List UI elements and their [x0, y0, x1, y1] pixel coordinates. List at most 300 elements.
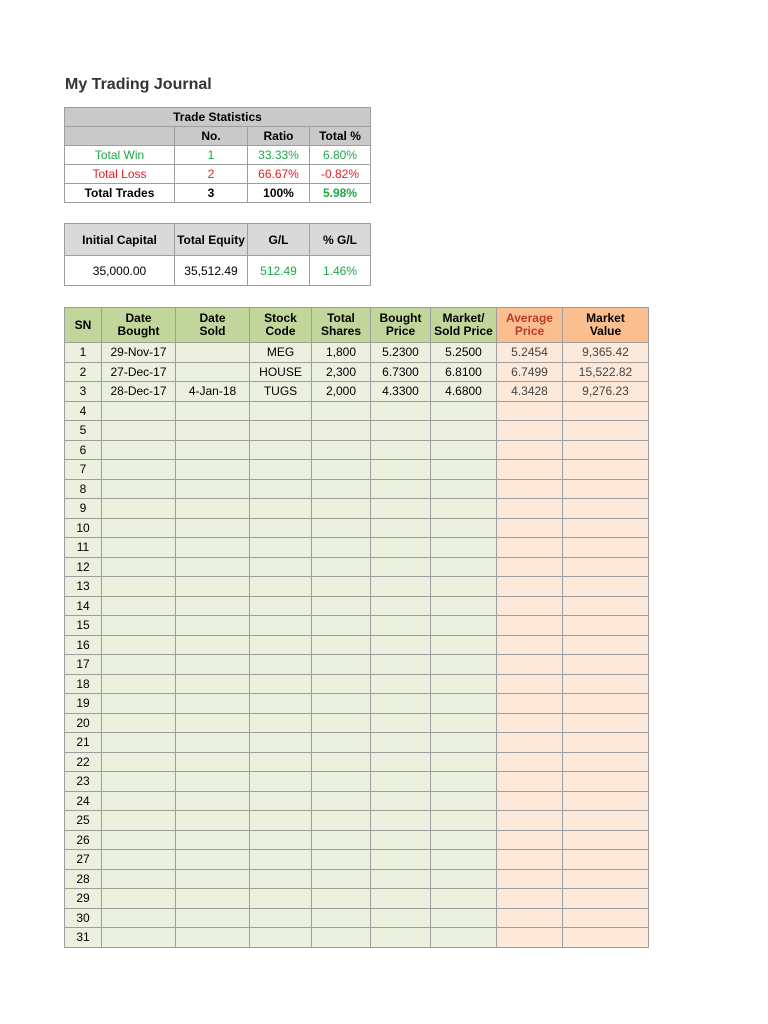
- average-price-cell[interactable]: [497, 889, 563, 909]
- bought-price-cell[interactable]: [371, 421, 431, 441]
- date-bought-cell[interactable]: 29-Nov-17: [102, 343, 176, 363]
- stock-code-cell[interactable]: [250, 772, 312, 792]
- date-bought-cell[interactable]: [102, 616, 176, 636]
- total-shares-cell[interactable]: [312, 499, 371, 519]
- market-sold-price-cell[interactable]: [431, 538, 497, 558]
- market-value-cell[interactable]: [563, 713, 649, 733]
- market-value-cell[interactable]: [563, 889, 649, 909]
- date-sold-cell[interactable]: [176, 479, 250, 499]
- date-sold-cell[interactable]: [176, 538, 250, 558]
- total-shares-cell[interactable]: 2,300: [312, 362, 371, 382]
- date-bought-cell[interactable]: [102, 538, 176, 558]
- bought-price-cell[interactable]: 5.2300: [371, 343, 431, 363]
- bought-price-cell[interactable]: [371, 460, 431, 480]
- market-value-cell[interactable]: [563, 421, 649, 441]
- total-shares-cell[interactable]: [312, 518, 371, 538]
- average-price-cell[interactable]: [497, 518, 563, 538]
- table-row: [65, 674, 649, 694]
- date-sold-cell[interactable]: [176, 655, 250, 675]
- stock-code-cell[interactable]: [250, 713, 312, 733]
- market-value-cell[interactable]: [563, 928, 649, 948]
- total-shares-cell[interactable]: [312, 869, 371, 889]
- total-shares-cell[interactable]: [312, 694, 371, 714]
- stock-code-cell[interactable]: [250, 674, 312, 694]
- total-shares-cell[interactable]: [312, 421, 371, 441]
- stock-code-cell[interactable]: [250, 733, 312, 753]
- date-sold-cell[interactable]: [176, 811, 250, 831]
- date-sold-cell[interactable]: [176, 752, 250, 772]
- date-sold-cell[interactable]: [176, 518, 250, 538]
- date-sold-header-line: Sold: [199, 324, 226, 338]
- average-price-cell[interactable]: [497, 830, 563, 850]
- market-value-cell[interactable]: [563, 518, 649, 538]
- market-value-cell[interactable]: [563, 655, 649, 675]
- date-bought-cell[interactable]: [102, 577, 176, 597]
- sn-cell: 22: [65, 752, 102, 772]
- market-sold-price-cell[interactable]: [431, 694, 497, 714]
- date-bought-cell[interactable]: 27-Dec-17: [102, 362, 176, 382]
- date-bought-cell[interactable]: [102, 674, 176, 694]
- total-shares-cell[interactable]: 1,800: [312, 343, 371, 363]
- date-bought-cell[interactable]: [102, 635, 176, 655]
- journal-header-row: [65, 308, 649, 343]
- market-value-cell[interactable]: [563, 479, 649, 499]
- date-bought-cell[interactable]: [102, 772, 176, 792]
- market-value-cell[interactable]: [563, 674, 649, 694]
- stock-code-cell[interactable]: [250, 557, 312, 577]
- average-price-cell[interactable]: [497, 557, 563, 577]
- total-shares-cell[interactable]: [312, 401, 371, 421]
- total-shares-cell[interactable]: [312, 772, 371, 792]
- sn-cell: 6: [65, 440, 102, 460]
- stock-code-cell[interactable]: [250, 479, 312, 499]
- bought-price-cell[interactable]: [371, 791, 431, 811]
- average-price-cell[interactable]: [497, 928, 563, 948]
- market-sold-price-cell[interactable]: [431, 421, 497, 441]
- table-row: [65, 889, 649, 909]
- bought-price-cell[interactable]: [371, 499, 431, 519]
- stats-no[interactable]: 2: [175, 165, 248, 184]
- date-bought-cell[interactable]: [102, 440, 176, 460]
- market-sold-price-cell[interactable]: [431, 869, 497, 889]
- total-shares-cell[interactable]: [312, 674, 371, 694]
- market-value-cell[interactable]: [563, 869, 649, 889]
- date-sold-cell[interactable]: [176, 928, 250, 948]
- stock-code-cell[interactable]: [250, 460, 312, 480]
- total-shares-cell[interactable]: [312, 889, 371, 909]
- average-price-cell[interactable]: [497, 733, 563, 753]
- market-sold-price-cell[interactable]: [431, 830, 497, 850]
- market-value-cell[interactable]: [563, 557, 649, 577]
- stock-code-cell[interactable]: [250, 499, 312, 519]
- average-price-cell[interactable]: [497, 811, 563, 831]
- total-shares-cell[interactable]: [312, 713, 371, 733]
- market-value-cell[interactable]: [563, 499, 649, 519]
- bought-price-cell[interactable]: [371, 440, 431, 460]
- total-shares-cell[interactable]: [312, 733, 371, 753]
- date-bought-cell[interactable]: [102, 479, 176, 499]
- bought-price-cell[interactable]: [371, 635, 431, 655]
- date-sold-cell[interactable]: [176, 674, 250, 694]
- market-value-cell[interactable]: [563, 733, 649, 753]
- average-price-cell[interactable]: 4.3428: [497, 382, 563, 402]
- stock-code-cell[interactable]: [250, 577, 312, 597]
- bought-price-cell[interactable]: [371, 674, 431, 694]
- total-shares-cell[interactable]: [312, 440, 371, 460]
- bought-price-cell[interactable]: [371, 479, 431, 499]
- total-shares-cell[interactable]: 2,000: [312, 382, 371, 402]
- table-row: [65, 440, 649, 460]
- date-bought-cell[interactable]: [102, 869, 176, 889]
- stock-code-header-line: Stock: [264, 311, 297, 325]
- sn-cell: 19: [65, 694, 102, 714]
- market-value-cell[interactable]: [563, 577, 649, 597]
- total-shares-cell[interactable]: [312, 538, 371, 558]
- bought-price-cell[interactable]: [371, 928, 431, 948]
- market-sold-price-cell[interactable]: [431, 518, 497, 538]
- market-sold-price-cell[interactable]: [431, 889, 497, 909]
- bought-price-cell[interactable]: [371, 850, 431, 870]
- market-value-cell[interactable]: [563, 460, 649, 480]
- bought-price-cell[interactable]: 4.3300: [371, 382, 431, 402]
- bought-price-cell[interactable]: [371, 713, 431, 733]
- date-bought-cell[interactable]: [102, 713, 176, 733]
- bought-price-cell[interactable]: [371, 655, 431, 675]
- sn-header-line: SN: [74, 317, 92, 332]
- market-sold-price-cell[interactable]: [431, 713, 497, 733]
- stock-code-cell[interactable]: [250, 538, 312, 558]
- average-price-cell[interactable]: 5.2454: [497, 343, 563, 363]
- date-bought-cell[interactable]: [102, 401, 176, 421]
- market-sold-price-cell[interactable]: [431, 460, 497, 480]
- market-value-cell[interactable]: [563, 850, 649, 870]
- stock-code-cell[interactable]: [250, 421, 312, 441]
- date-sold-cell[interactable]: [176, 635, 250, 655]
- total-shares-cell[interactable]: [312, 791, 371, 811]
- initial-capital-value[interactable]: 35,000.00: [65, 256, 175, 286]
- average-price-header: [497, 308, 563, 343]
- stock-code-cell[interactable]: [250, 655, 312, 675]
- stock-code-cell[interactable]: [250, 928, 312, 948]
- date-sold-header: [176, 308, 250, 343]
- market-value-cell[interactable]: [563, 752, 649, 772]
- market-sold-price-cell[interactable]: [431, 674, 497, 694]
- date-bought-cell[interactable]: [102, 889, 176, 909]
- stats-ratio[interactable]: 33.33%: [248, 146, 310, 165]
- stock-code-cell[interactable]: [250, 440, 312, 460]
- market-sold-price-cell[interactable]: [431, 499, 497, 519]
- average-price-cell[interactable]: 6.7499: [497, 362, 563, 382]
- date-bought-cell[interactable]: [102, 791, 176, 811]
- market-sold-price-cell[interactable]: [431, 596, 497, 616]
- stock-code-cell[interactable]: [250, 791, 312, 811]
- date-sold-cell[interactable]: [176, 733, 250, 753]
- stock-code-cell[interactable]: [250, 694, 312, 714]
- total-shares-cell[interactable]: [312, 596, 371, 616]
- date-bought-cell[interactable]: [102, 811, 176, 831]
- stock-code-cell[interactable]: [250, 596, 312, 616]
- bought-price-cell[interactable]: [371, 908, 431, 928]
- market-value-cell[interactable]: [563, 616, 649, 636]
- market-sold-price-cell[interactable]: [431, 772, 497, 792]
- market-sold-price-cell[interactable]: [431, 928, 497, 948]
- bought-price-cell[interactable]: [371, 577, 431, 597]
- date-sold-cell[interactable]: [176, 362, 250, 382]
- date-bought-cell[interactable]: [102, 557, 176, 577]
- bought-price-cell[interactable]: 6.7300: [371, 362, 431, 382]
- market-value-cell[interactable]: [563, 635, 649, 655]
- market-value-cell[interactable]: [563, 694, 649, 714]
- total-shares-cell[interactable]: [312, 830, 371, 850]
- market-sold-price-cell[interactable]: [431, 791, 497, 811]
- stats-no[interactable]: 1: [175, 146, 248, 165]
- average-price-cell[interactable]: [497, 772, 563, 792]
- market-sold-price-cell[interactable]: [431, 577, 497, 597]
- date-bought-cell[interactable]: [102, 460, 176, 480]
- date-sold-cell[interactable]: [176, 401, 250, 421]
- bought-price-cell[interactable]: [371, 752, 431, 772]
- date-sold-cell[interactable]: [176, 577, 250, 597]
- stats-ratio[interactable]: 66.67%: [248, 165, 310, 184]
- stock-code-cell[interactable]: [250, 908, 312, 928]
- date-sold-cell[interactable]: 4-Jan-18: [176, 382, 250, 402]
- average-price-cell[interactable]: [497, 908, 563, 928]
- market-sold-price-cell[interactable]: [431, 635, 497, 655]
- stats-no[interactable]: 3: [175, 184, 248, 203]
- stats-total[interactable]: -0.82%: [310, 165, 371, 184]
- bought-price-cell[interactable]: [371, 869, 431, 889]
- date-sold-cell[interactable]: [176, 440, 250, 460]
- stats-label[interactable]: Total Trades: [65, 184, 175, 203]
- stats-ratio[interactable]: 100%: [248, 184, 310, 203]
- table-row: [65, 343, 649, 363]
- date-sold-cell[interactable]: [176, 713, 250, 733]
- stock-code-cell[interactable]: MEG: [250, 343, 312, 363]
- total-shares-cell[interactable]: [312, 928, 371, 948]
- market-sold-price-cell[interactable]: [431, 479, 497, 499]
- average-price-cell[interactable]: [497, 791, 563, 811]
- date-sold-cell[interactable]: [176, 772, 250, 792]
- market-sold-price-cell[interactable]: [431, 811, 497, 831]
- date-sold-cell[interactable]: [176, 850, 250, 870]
- date-sold-cell[interactable]: [176, 557, 250, 577]
- sn-cell: 31: [65, 928, 102, 948]
- market-sold-price-cell[interactable]: [431, 440, 497, 460]
- pct-gl-value[interactable]: 1.46%: [310, 256, 371, 286]
- market-sold-price-cell[interactable]: 4.6800: [431, 382, 497, 402]
- gl-value[interactable]: 512.49: [248, 256, 310, 286]
- date-sold-cell[interactable]: [176, 889, 250, 909]
- total-shares-cell[interactable]: [312, 752, 371, 772]
- bought-price-cell[interactable]: [371, 616, 431, 636]
- average-price-cell[interactable]: [497, 674, 563, 694]
- sn-cell: 25: [65, 811, 102, 831]
- date-sold-cell[interactable]: [176, 343, 250, 363]
- stats-heading: Trade Statistics: [65, 108, 371, 127]
- sn-cell: 26: [65, 830, 102, 850]
- stats-row-win: [65, 146, 371, 165]
- date-bought-cell[interactable]: 28-Dec-17: [102, 382, 176, 402]
- date-bought-cell[interactable]: [102, 499, 176, 519]
- stats-header-empty: [65, 127, 175, 146]
- average-price-cell[interactable]: [497, 850, 563, 870]
- bought-price-cell[interactable]: [371, 772, 431, 792]
- stock-code-cell[interactable]: [250, 518, 312, 538]
- market-value-cell[interactable]: 9,276.23: [563, 382, 649, 402]
- average-price-cell[interactable]: [497, 616, 563, 636]
- total-shares-cell[interactable]: [312, 460, 371, 480]
- date-sold-cell[interactable]: [176, 421, 250, 441]
- table-row: [65, 635, 649, 655]
- market-sold-price-cell[interactable]: 6.8100: [431, 362, 497, 382]
- date-sold-cell[interactable]: [176, 908, 250, 928]
- stock-code-cell[interactable]: [250, 752, 312, 772]
- average-price-cell[interactable]: [497, 479, 563, 499]
- date-sold-cell[interactable]: [176, 830, 250, 850]
- date-bought-cell[interactable]: [102, 655, 176, 675]
- average-price-cell[interactable]: [497, 577, 563, 597]
- table-row: [65, 401, 649, 421]
- trade-statistics-table: [64, 107, 371, 203]
- market-value-cell[interactable]: [563, 538, 649, 558]
- average-price-cell[interactable]: [497, 752, 563, 772]
- total-shares-cell[interactable]: [312, 616, 371, 636]
- stock-code-cell[interactable]: TUGS: [250, 382, 312, 402]
- date-bought-cell[interactable]: [102, 694, 176, 714]
- stock-code-cell[interactable]: [250, 889, 312, 909]
- market-sold-price-cell[interactable]: [431, 850, 497, 870]
- market-sold-price-cell[interactable]: [431, 401, 497, 421]
- market-value-cell[interactable]: 15,522.82: [563, 362, 649, 382]
- stock-code-cell[interactable]: [250, 869, 312, 889]
- bought-price-cell[interactable]: [371, 557, 431, 577]
- average-price-cell[interactable]: [497, 460, 563, 480]
- date-bought-cell[interactable]: [102, 733, 176, 753]
- sn-cell: 10: [65, 518, 102, 538]
- date-sold-cell[interactable]: [176, 499, 250, 519]
- sn-header: [65, 308, 102, 343]
- sn-cell: 21: [65, 733, 102, 753]
- date-sold-cell[interactable]: [176, 869, 250, 889]
- market-value-cell[interactable]: [563, 440, 649, 460]
- market-sold-price-cell[interactable]: [431, 655, 497, 675]
- table-row: [65, 518, 649, 538]
- stats-total[interactable]: 5.98%: [310, 184, 371, 203]
- date-bought-cell[interactable]: [102, 752, 176, 772]
- bought-price-cell[interactable]: [371, 401, 431, 421]
- average-price-cell[interactable]: [497, 694, 563, 714]
- journal-body: [65, 343, 649, 948]
- average-price-cell[interactable]: [497, 713, 563, 733]
- market-sold-price-cell[interactable]: [431, 557, 497, 577]
- average-price-cell[interactable]: [497, 440, 563, 460]
- stock-code-cell[interactable]: [250, 830, 312, 850]
- bought-price-cell[interactable]: [371, 733, 431, 753]
- average-price-cell[interactable]: [497, 635, 563, 655]
- total-shares-cell[interactable]: [312, 655, 371, 675]
- sn-cell: 29: [65, 889, 102, 909]
- bought-price-cell[interactable]: [371, 538, 431, 558]
- total-shares-cell[interactable]: [312, 850, 371, 870]
- stock-code-cell[interactable]: [250, 850, 312, 870]
- sn-cell: 13: [65, 577, 102, 597]
- table-row: [65, 869, 649, 889]
- average-price-cell[interactable]: [497, 421, 563, 441]
- stock-code-cell[interactable]: [250, 811, 312, 831]
- stock-code-cell[interactable]: [250, 616, 312, 636]
- average-price-cell[interactable]: [497, 401, 563, 421]
- total-shares-cell[interactable]: [312, 557, 371, 577]
- market-sold-price-cell[interactable]: [431, 752, 497, 772]
- bought-price-cell[interactable]: [371, 889, 431, 909]
- total-shares-cell[interactable]: [312, 479, 371, 499]
- market-value-cell[interactable]: 9,365.42: [563, 343, 649, 363]
- total-shares-cell[interactable]: [312, 811, 371, 831]
- bought-price-cell[interactable]: [371, 830, 431, 850]
- market-value-cell[interactable]: [563, 401, 649, 421]
- date-bought-cell[interactable]: [102, 908, 176, 928]
- date-bought-cell[interactable]: [102, 518, 176, 538]
- initial-capital-header: Initial Capital: [65, 224, 175, 256]
- date-sold-cell[interactable]: [176, 616, 250, 636]
- stock-code-cell[interactable]: HOUSE: [250, 362, 312, 382]
- date-bought-cell[interactable]: [102, 830, 176, 850]
- average-price-cell[interactable]: [497, 655, 563, 675]
- total-shares-cell[interactable]: [312, 577, 371, 597]
- date-sold-cell[interactable]: [176, 791, 250, 811]
- total-equity-value[interactable]: 35,512.49: [175, 256, 248, 286]
- market-sold-price-cell[interactable]: [431, 733, 497, 753]
- market-value-cell[interactable]: [563, 830, 649, 850]
- stats-total[interactable]: 6.80%: [310, 146, 371, 165]
- average-price-cell[interactable]: [497, 869, 563, 889]
- market-value-cell[interactable]: [563, 811, 649, 831]
- average-price-cell[interactable]: [497, 596, 563, 616]
- date-bought-cell[interactable]: [102, 421, 176, 441]
- date-sold-cell[interactable]: [176, 460, 250, 480]
- market-sold-price-cell[interactable]: [431, 908, 497, 928]
- stock-code-cell[interactable]: [250, 635, 312, 655]
- date-bought-cell[interactable]: [102, 596, 176, 616]
- market-sold-price-cell[interactable]: [431, 616, 497, 636]
- pct-gl-header: % G/L: [310, 224, 371, 256]
- market-value-cell[interactable]: [563, 772, 649, 792]
- date-bought-cell[interactable]: [102, 850, 176, 870]
- bought-price-cell[interactable]: [371, 518, 431, 538]
- date-bought-cell[interactable]: [102, 928, 176, 948]
- total-shares-cell[interactable]: [312, 635, 371, 655]
- total-shares-cell[interactable]: [312, 908, 371, 928]
- average-price-cell[interactable]: [497, 499, 563, 519]
- stats-label[interactable]: Total Loss: [65, 165, 175, 184]
- table-row: [65, 713, 649, 733]
- bought-price-header-line: Price: [385, 324, 416, 338]
- date-sold-cell[interactable]: [176, 694, 250, 714]
- average-price-cell[interactable]: [497, 538, 563, 558]
- market-value-cell[interactable]: [563, 791, 649, 811]
- market-sold-price-cell[interactable]: 5.2500: [431, 343, 497, 363]
- table-row: [65, 908, 649, 928]
- stock-code-cell[interactable]: [250, 401, 312, 421]
- bought-price-header-line: Bought: [379, 311, 422, 325]
- bought-price-cell[interactable]: [371, 596, 431, 616]
- bought-price-cell[interactable]: [371, 694, 431, 714]
- market-value-cell[interactable]: [563, 596, 649, 616]
- stats-label[interactable]: Total Win: [65, 146, 175, 165]
- market-value-cell[interactable]: [563, 908, 649, 928]
- bought-price-cell[interactable]: [371, 811, 431, 831]
- date-sold-cell[interactable]: [176, 596, 250, 616]
